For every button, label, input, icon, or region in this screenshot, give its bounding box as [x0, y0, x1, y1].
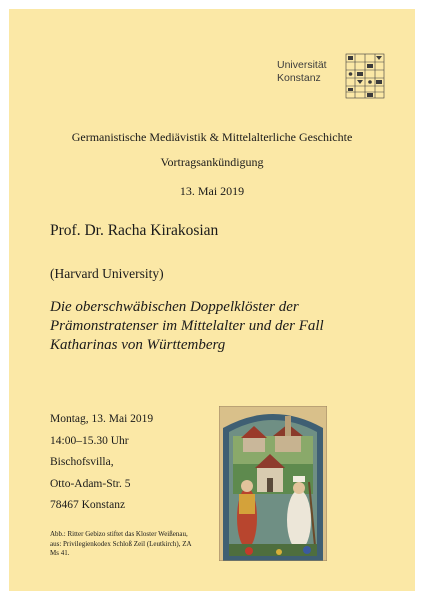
- poster-page: [9, 9, 415, 591]
- speaker-name: Prof. Dr. Racha Kirakosian: [50, 222, 219, 239]
- manuscript-illustration: [219, 406, 327, 561]
- event-details: [50, 409, 153, 517]
- announcement-heading: Vortragsankündigung: [160, 155, 264, 169]
- event-street: Otto-Adam-Str. 5: [50, 477, 131, 490]
- talk-title: [50, 298, 400, 355]
- caption-line: aus: Privilegienkodex Schloß Zeil (Leutkirch), ZA: [50, 539, 192, 548]
- talk-title-line: Katharinas von Württemberg: [50, 337, 226, 353]
- event-date: Montag, 13. Mai 2019: [50, 413, 154, 425]
- event-venue: Bischofsvilla,: [50, 456, 114, 468]
- event-time: 14:00–15.30 Uhr: [50, 434, 129, 447]
- logo-text: [277, 59, 327, 85]
- caption-line: Ms 41.: [50, 549, 70, 557]
- talk-title-line: Die oberschwäbischen Doppelklöster der: [50, 299, 299, 315]
- logo-grid-icon: [345, 53, 385, 99]
- logo-line-2: Konstanz: [277, 72, 321, 84]
- department-name: Germanistische Mediävistik & Mittelalterliche Geschichte: [71, 130, 353, 144]
- event-city: 78467 Konstanz: [50, 499, 126, 511]
- talk-title-line: Prämonstratenser im Mittelalter und der Fall: [50, 318, 324, 334]
- caption-line: Abb.: Ritter Gebizo stiftet das Kloster Weißenau,: [50, 530, 188, 538]
- announcement-date: 13. Mai 2019: [179, 184, 245, 198]
- speaker-affiliation: (Harvard University): [50, 266, 164, 281]
- logo-line-1: Universität: [277, 59, 327, 71]
- image-caption: [50, 530, 225, 559]
- university-logo: [277, 53, 387, 101]
